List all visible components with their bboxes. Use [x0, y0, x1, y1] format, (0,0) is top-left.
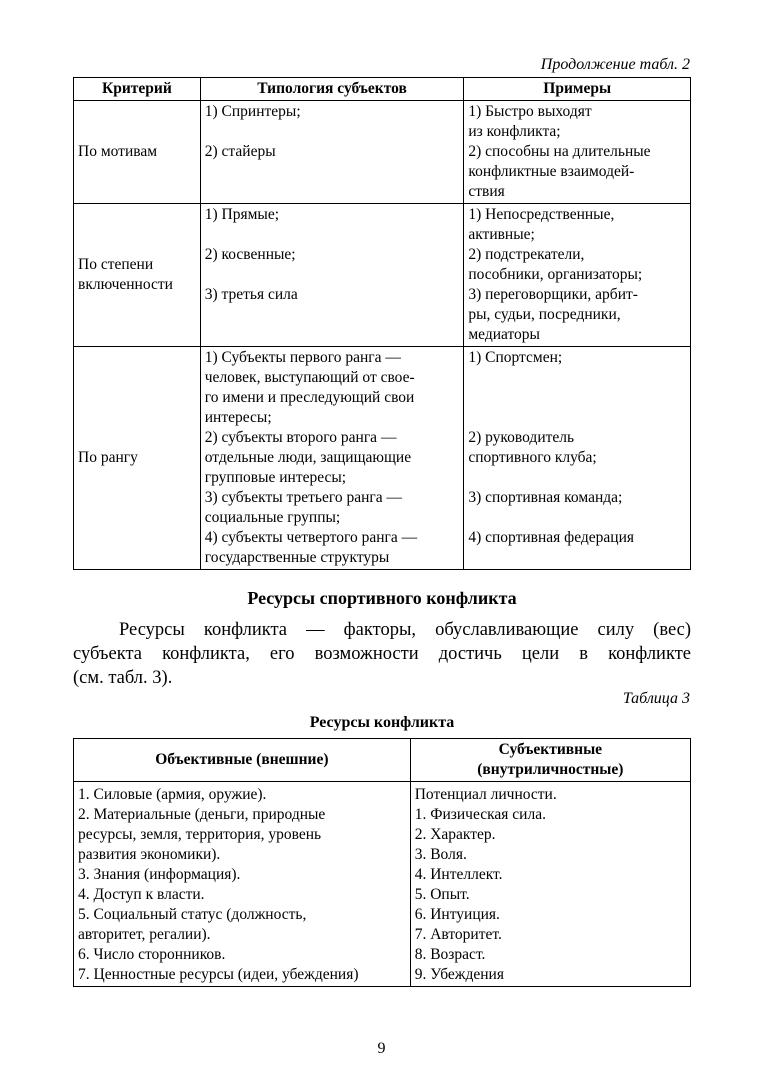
cell-line: включенности	[78, 276, 173, 293]
table-row	[74, 347, 691, 570]
header-criterion: Критерий	[74, 78, 201, 101]
criterion-cell	[74, 204, 201, 347]
cell-line: конфликтные взаимодей-	[468, 163, 635, 180]
cell-line: ствия	[468, 183, 505, 200]
cell-line: Потенциал личности.	[414, 786, 557, 803]
cell-line: 1. Физическая сила.	[414, 806, 546, 823]
examples-cell	[464, 204, 691, 347]
cell-line: 1. Силовые (армия, оружие).	[78, 786, 267, 803]
objective-resources-cell	[74, 782, 411, 987]
table-2	[73, 77, 691, 570]
cell-line: Объективные (внешние)	[155, 751, 329, 768]
cell-line: 3) переговорщики, арбит-	[468, 286, 638, 303]
cell-line: 5. Опыт.	[414, 886, 470, 903]
cell-line: 4) субъекты четвертого ранга —	[204, 529, 418, 546]
table-row	[74, 204, 691, 347]
cell-line: 1) Непосредственные,	[468, 206, 615, 223]
cell-line: 4. Доступ к власти.	[78, 886, 205, 903]
paragraph-line: (см. табл. 3).	[73, 668, 173, 688]
cell-line: 5. Социальный статус (должность,	[78, 906, 307, 923]
paragraph-line: субъекта конфликта, его возможности достичь цели в конфликте	[73, 644, 691, 664]
cell-line: социальные группы;	[204, 509, 341, 526]
table-2-header-row	[74, 78, 691, 101]
cell-line: авторитет, регалии).	[78, 926, 211, 943]
cell-line: 9. Убеждения	[414, 966, 504, 983]
table-row	[74, 782, 691, 987]
cell-line: 2. Материальные (деньги, природные	[78, 806, 326, 823]
cell-line: пособники, организаторы;	[468, 266, 643, 283]
cell-line: интересы;	[204, 409, 272, 426]
cell-line: государственные структуры	[204, 549, 390, 566]
criterion-cell	[74, 347, 201, 570]
subjective-resources-cell	[410, 782, 690, 987]
cell-line: 4. Интеллект.	[414, 866, 503, 883]
page-number: 9	[377, 1040, 386, 1057]
cell-line: По мотивам	[78, 143, 158, 160]
cell-line: 3) третья сила	[204, 286, 298, 303]
cell-line: 2) подстрекатели,	[468, 246, 585, 263]
table-3-title: Ресурсы конфликта	[309, 714, 455, 731]
cell-line: активные;	[468, 226, 535, 243]
cell-line: 7. Ценностные ресурсы (идеи, убеждения)	[78, 966, 359, 983]
header-typology: Типология субъектов	[200, 78, 464, 101]
cell-line: 4) спортивная федерация	[468, 529, 634, 546]
body-paragraph	[73, 618, 691, 690]
cell-line: 2) стайеры	[204, 143, 276, 160]
header-subjective	[410, 739, 690, 782]
cell-line: 3) субъекты третьего ранга —	[204, 489, 403, 506]
cell-line: 1) Спортсмен;	[468, 349, 563, 366]
cell-line: 6. Число сторонников.	[78, 946, 226, 963]
cell-line: 1) Спринтеры;	[204, 103, 301, 120]
cell-line: 7. Авторитет.	[414, 926, 502, 943]
cell-line: групповые интересы;	[204, 469, 347, 486]
cell-line: медиаторы	[468, 326, 540, 343]
cell-line: го имени и преследующий свои	[204, 389, 415, 406]
cell-line: Субъективные	[498, 741, 603, 758]
cell-line: 3. Знания (информация).	[78, 866, 241, 883]
cell-line: 2) способны на длительные	[468, 143, 651, 160]
examples-cell	[464, 347, 691, 570]
cell-line: человек, выступающий от свое-	[204, 369, 415, 386]
table-3-header-row	[74, 739, 691, 782]
cell-line: По степени	[78, 256, 154, 273]
table-row	[74, 101, 691, 204]
cell-line: ры, судьи, посредники,	[468, 306, 621, 323]
cell-line: (внутриличностные)	[477, 761, 624, 778]
types-cell	[200, 347, 464, 570]
cell-line: 2) субъекты второго ранга —	[204, 429, 397, 446]
cell-line: 2) косвенные;	[204, 246, 296, 263]
cell-line: отдельные люди, защищающие	[204, 449, 412, 466]
cell-line: 1) Субъекты первого ранга —	[204, 349, 401, 366]
table-3-number: Таблица 3	[622, 690, 690, 707]
cell-line: ресурсы, земля, территория, уровень	[78, 826, 322, 843]
cell-line: спортивного клуба;	[468, 449, 597, 466]
cell-line: 8. Возраст.	[414, 946, 486, 963]
cell-line: 1) Прямые;	[204, 206, 280, 223]
section-heading: Ресурсы спортивного конфликта	[247, 588, 517, 608]
types-cell	[200, 204, 464, 347]
types-cell	[200, 101, 464, 204]
examples-cell	[464, 101, 691, 204]
cell-line: 3) спортивная команда;	[468, 489, 623, 506]
cell-line: 1) Быстро выходят	[468, 103, 592, 120]
cell-line: По рангу	[78, 449, 138, 466]
cell-line: 6. Интуиция.	[414, 906, 500, 923]
criterion-cell	[74, 101, 201, 204]
header-objective	[74, 739, 411, 782]
cell-line: из конфликта;	[468, 123, 561, 140]
paragraph-line: Ресурсы конфликта — факторы, обуславливающие силу (вес)	[119, 620, 691, 640]
continuation-label: Продолжение табл. 2	[540, 56, 690, 73]
cell-line: развития экономики).	[78, 846, 221, 863]
table-3	[73, 738, 691, 987]
cell-line: 2) руководитель	[468, 429, 575, 446]
cell-line: 2. Характер.	[414, 826, 496, 843]
cell-line: 3. Воля.	[414, 846, 467, 863]
header-examples: Примеры	[464, 78, 691, 101]
